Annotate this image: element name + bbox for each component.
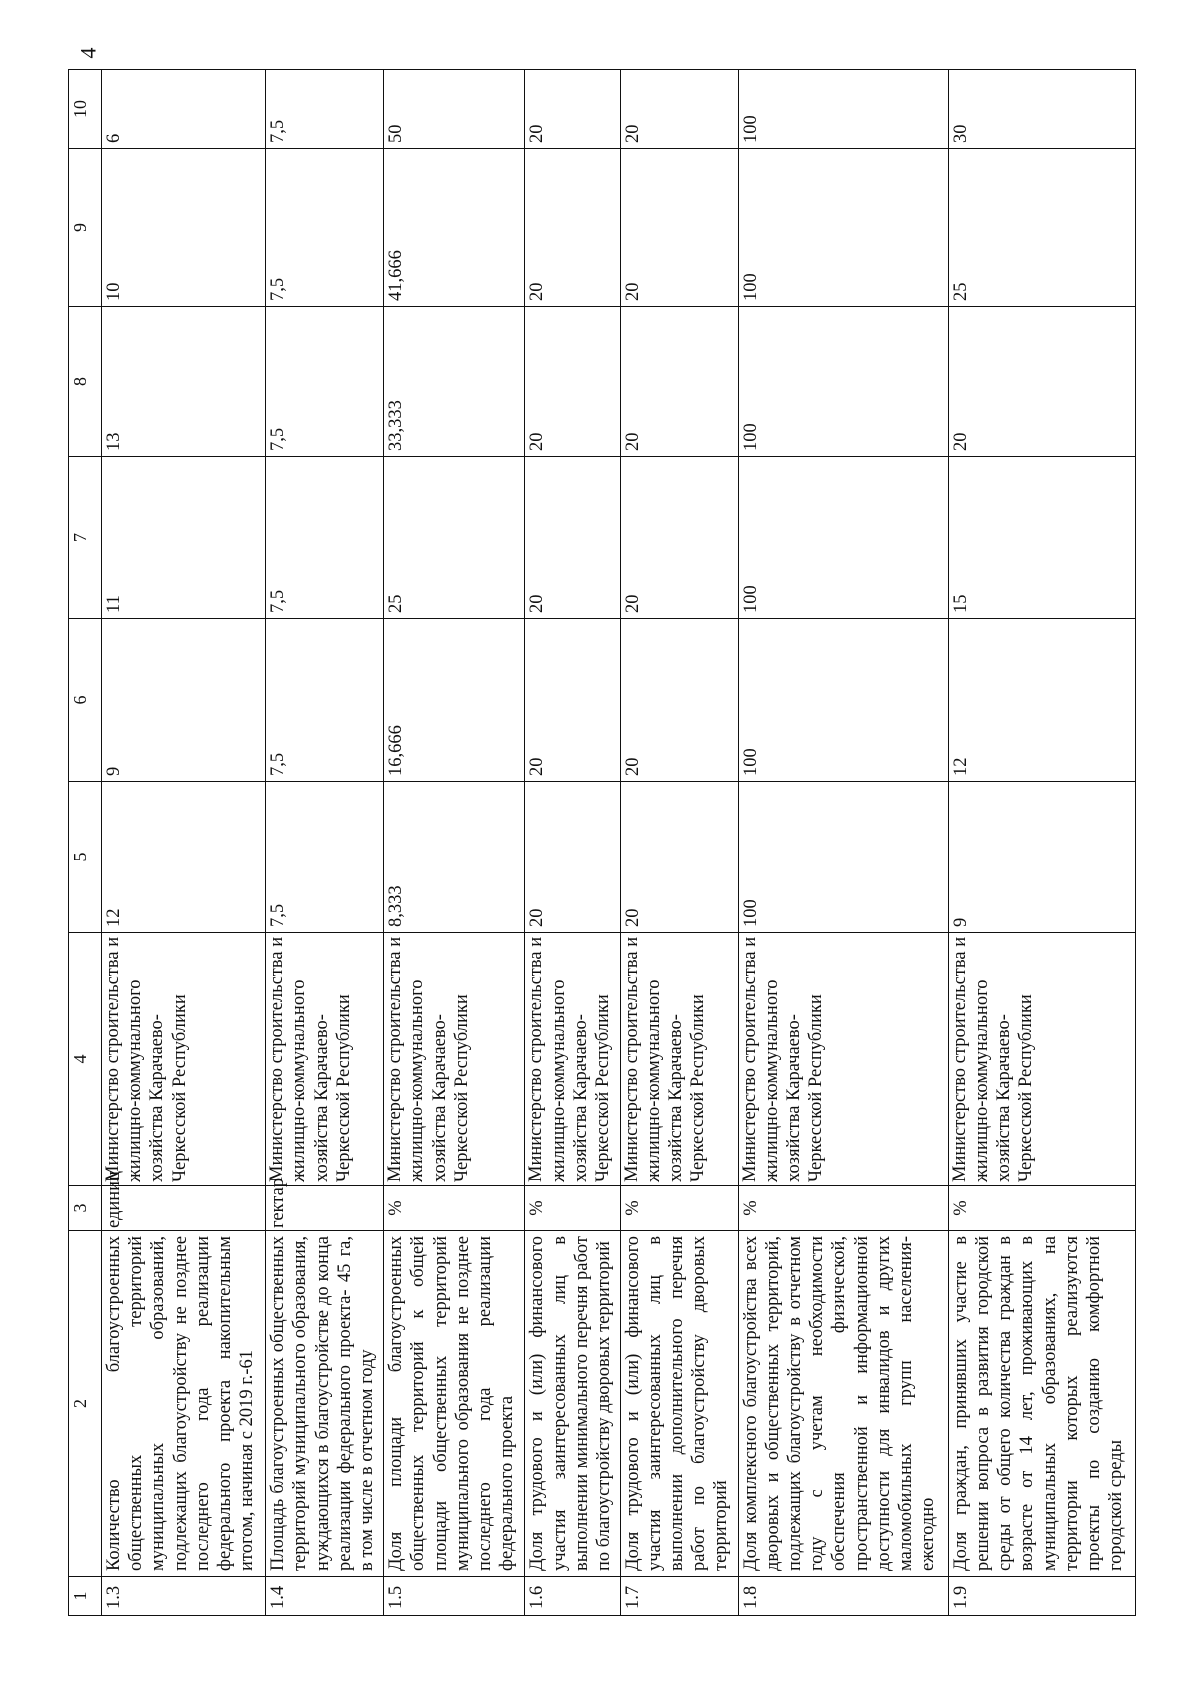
row-number: 1.7 — [620, 1577, 738, 1616]
value-cell: 7,5 — [266, 307, 384, 457]
value-cell: 100 — [738, 307, 948, 457]
value-cell: 12 — [948, 619, 1135, 782]
value-cell: 100 — [738, 457, 948, 619]
unit-cell: % — [620, 1186, 738, 1231]
table-row — [620, 70, 738, 1616]
responsible-org: Министерство строительства и жилищно-коммунального хозяйства Карачаево-Черкесской Республики — [384, 933, 525, 1186]
table-row — [266, 70, 384, 1616]
header-cell: 6 — [69, 619, 102, 782]
unit-cell: % — [738, 1186, 948, 1231]
value-cell: 20 — [525, 457, 620, 619]
header-cell: 4 — [69, 933, 102, 1186]
value-cell: 10 — [102, 149, 266, 307]
header-cell: 3 — [69, 1186, 102, 1231]
header-cell: 5 — [69, 782, 102, 933]
value-cell: 6 — [102, 70, 266, 149]
value-cell: 20 — [620, 149, 738, 307]
responsible-org: Министерство строительства и жилищно-коммунального хозяйства Карачаево-Черкесской Республики — [948, 933, 1135, 1186]
value-cell: 7,5 — [266, 619, 384, 782]
indicators-table — [68, 69, 1136, 1616]
value-cell: 25 — [948, 149, 1135, 307]
value-cell: 20 — [620, 457, 738, 619]
responsible-org: Министерство строительства и жилищно-коммунального хозяйства Карачаево-Черкесской Республики — [266, 933, 384, 1186]
header-cell: 10 — [69, 70, 102, 149]
table-row — [948, 70, 1135, 1616]
indicator-name: Доля площади благоустроенных общественных территорий к общей площади общественных территорий муниципального образования не позднее последнего года реализации федерального проекта — [384, 1231, 525, 1577]
rotated-table-wrapper — [68, 70, 1136, 1616]
responsible-org: Министерство строительства и жилищно-коммунального хозяйства Карачаево-Черкесской Республики — [738, 933, 948, 1186]
row-number: 1.5 — [384, 1577, 525, 1616]
value-cell: 100 — [738, 149, 948, 307]
value-cell: 16,666 — [384, 619, 525, 782]
responsible-org: Министерство строительства и жилищно-коммунального хозяйства Карачаево-Черкесской Республики — [525, 933, 620, 1186]
page-number: 4 — [75, 47, 101, 59]
unit-cell: единиц — [102, 1186, 266, 1231]
value-cell: 9 — [102, 619, 266, 782]
value-cell: 15 — [948, 457, 1135, 619]
value-cell: 12 — [102, 782, 266, 933]
header-cell: 8 — [69, 307, 102, 457]
value-cell: 7,5 — [266, 782, 384, 933]
unit-cell: % — [948, 1186, 1135, 1231]
indicator-name: Доля комплексного благоустройства всех дворовых и общественных территорий, подлежащих благоустройству в отчетном году с учетам необходимости обеспечения физической, пространственной и информационной доступности для инвалидов и других маломобильных групп населения- ежегодно — [738, 1231, 948, 1577]
unit-cell: % — [384, 1186, 525, 1231]
value-cell: 20 — [620, 782, 738, 933]
value-cell: 50 — [384, 70, 525, 149]
value-cell: 100 — [738, 782, 948, 933]
value-cell: 8,333 — [384, 782, 525, 933]
responsible-org: Министерство строительства и жилищно-коммунального хозяйства Карачаево-Черкесской Республики — [620, 933, 738, 1186]
responsible-org: Министерство строительства и жилищно-коммунального хозяйства Карачаево-Черкесской Республики — [102, 933, 266, 1186]
value-cell: 20 — [620, 619, 738, 782]
value-cell: 20 — [948, 307, 1135, 457]
row-number: 1.8 — [738, 1577, 948, 1616]
value-cell: 7,5 — [266, 70, 384, 149]
value-cell: 20 — [525, 619, 620, 782]
header-cell: 2 — [69, 1231, 102, 1577]
header-cell: 7 — [69, 457, 102, 619]
indicator-name: Площадь благоустроенных общественных территорий муниципального образования, нуждающихся в благоустройстве до конца реализации федерального проекта- 45 га, в том числе в отчетном году — [266, 1231, 384, 1577]
value-cell: 9 — [948, 782, 1135, 933]
row-number: 1.3 — [102, 1577, 266, 1616]
table-row — [525, 70, 620, 1616]
value-cell: 100 — [738, 70, 948, 149]
table-row — [102, 70, 266, 1616]
value-cell: 20 — [620, 70, 738, 149]
row-number: 1.9 — [948, 1577, 1135, 1616]
indicator-name: Доля трудового и (или) финансового участия заинтересованных лиц в выполнении минимального перечня работ по благоустройству дворовых территорий — [525, 1231, 620, 1577]
value-cell: 20 — [620, 307, 738, 457]
value-cell: 33,333 — [384, 307, 525, 457]
unit-cell: % — [525, 1186, 620, 1231]
value-cell: 20 — [525, 70, 620, 149]
header-row — [69, 70, 102, 1616]
indicator-name: Доля граждан, принявших участие в решении вопроса в развития городской среды от общего количества граждан в возрасте от 14 лет, проживающих в муниципальных образованиях, на территории которых реализуются проекты по созданию комфортной городской среды — [948, 1231, 1135, 1577]
value-cell: 41,666 — [384, 149, 525, 307]
value-cell: 20 — [525, 782, 620, 933]
value-cell: 7,5 — [266, 457, 384, 619]
value-cell: 20 — [525, 149, 620, 307]
value-cell: 100 — [738, 619, 948, 782]
indicator-name: Доля трудового и (или) финансового участия заинтересованных лиц в выполнении дополнительного перечня работ по благоустройству дворовых территорий — [620, 1231, 738, 1577]
unit-cell: гектар — [266, 1186, 384, 1231]
value-cell: 11 — [102, 457, 266, 619]
value-cell: 20 — [525, 307, 620, 457]
value-cell: 7,5 — [266, 149, 384, 307]
header-cell: 1 — [69, 1577, 102, 1616]
row-number: 1.6 — [525, 1577, 620, 1616]
table-row — [738, 70, 948, 1616]
row-number: 1.4 — [266, 1577, 384, 1616]
value-cell: 13 — [102, 307, 266, 457]
indicator-name: Количество благоустроенных общественных территорий муниципальных образований, подлежащих благоустройству не позднее последнего года реализации федерального проекта накопительным итогом, начиная с 2019 г.-61 — [102, 1231, 266, 1577]
value-cell: 30 — [948, 70, 1135, 149]
header-cell: 9 — [69, 149, 102, 307]
table-row — [384, 70, 525, 1616]
value-cell: 25 — [384, 457, 525, 619]
